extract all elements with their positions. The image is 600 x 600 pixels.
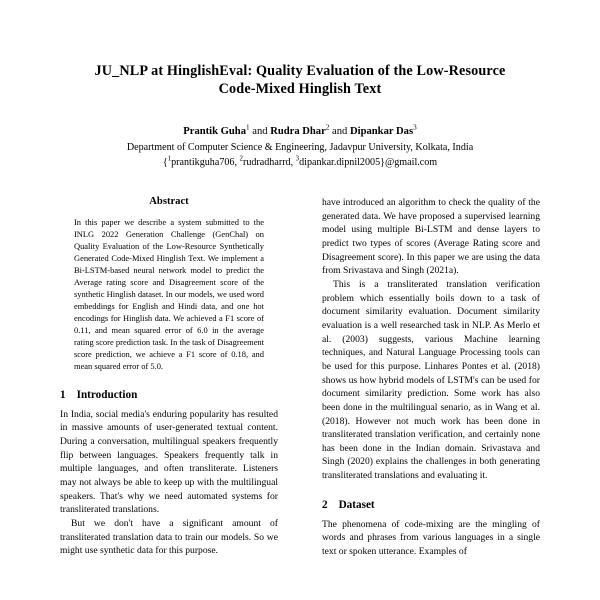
body-columns (0, 196, 600, 600)
author-1-affiliation-marker: 1 (246, 123, 250, 132)
title-block (0, 0, 600, 171)
paper-title-line-1: JU_NLP at HinglishEval: Quality Evaluation of the Low-Resource (94, 63, 506, 79)
section-number-2: 2 (322, 498, 328, 511)
section-title-1: Introduction (76, 388, 138, 401)
author-3-name: Dipankar Das (350, 126, 414, 138)
author-conjunction-1: and (249, 126, 271, 138)
page-title (60, 62, 540, 98)
section-heading-dataset (322, 499, 540, 511)
related-work-paragraph-2: This is a transliterated translation verification problem which essentially boils down to a task of document similarity evaluation. Document similarity evaluation is a well researched task in NLP. As Merlo et al. (2003) suggests, various Machine learning techniques, and Natural Language Processing tools can be used for this purpose. Linhares Pontes et al. (2018) shows us how hybrid models of LSTM's can be used for document similarity prediction. Some work has also been done in the multilingual senario, as in Wang et al. (2018). However not much work has been done in transliterated translation verification, and certainly none has been done in the Indian domain. Srivastava and Singh (2020) explains the challenges in both generating transliterated translations and evaluating it. (322, 278, 540, 482)
email-user-1: prantikguha706, (171, 156, 240, 168)
email-marker-3: 3 (295, 155, 300, 163)
introduction-paragraph-1: In India, social media's enduring popularity has resulted in massive amounts of user-generated textual content. During a conversation, multilingual speakers frequently flip between languages. Speakers frequently talk in multiple languages, and often transliterate. Listeners may not always be able to keep up with the multilingual speakers. That's why we need automated systems for transliterated translations. (60, 408, 278, 516)
author-2-affiliation-marker: 2 (325, 123, 330, 132)
related-work-paragraph-1: have introduced an algorithm to check the quality of the generated data. We have proposed a supervised learning model using multiple Bi-LSTM and dense layers to predict two types of scores (Average Rating score and Disagreement score). In this paper we are using the data from Srivastava and Singh (2021a). (322, 197, 540, 277)
author-names (60, 125, 540, 139)
section-number-1: 1 (60, 388, 66, 401)
paper-title-line-2: Code-Mixed Hinglish Text (218, 81, 382, 98)
email-marker-1: 1 (167, 155, 172, 163)
right-column (322, 196, 540, 600)
introduction-paragraph-2: But we don't have a significant amount of transliterated translation data to train our models. So we might use synthetic data for this purpose. (60, 518, 278, 557)
dataset-paragraph-1: The phenomena of code-mixing are the mingling of words and phrases from various languages in a single text or spoken utterance. Examples of (322, 518, 540, 558)
left-column (60, 196, 278, 600)
abstract-heading: Abstract (149, 196, 189, 207)
email-open-brace: { (162, 156, 168, 168)
abstract-section (74, 196, 264, 373)
email-line (60, 156, 540, 171)
abstract-body: In this paper we describe a system submitted to the INLG 2022 Generation Challenge (GenChal) on Quality Evaluation of the Low-Resource Synthetically Generated Code-Mixed Hinglish Text. We implement a Bi-LSTM-based neural network model to predict the Average rating score and Disagreement score of the synthetic Hinglish dataset. In our models, we used word embeddings for English and Hindi data, and one hot encodings for Hinglish data. We achieved a F1 score of 0.11, and mean squared error of 6.0 in the average rating score prediction task. In the task of Disagreement score prediction, we achieve a F1 score of 0.18, and mean squared error of 5.0. (74, 217, 264, 371)
email-domain: }@gmail.com (380, 156, 438, 168)
email-marker-2: 2 (239, 155, 243, 163)
email-user-2: rudradharrd, (242, 156, 296, 168)
author-1-name: Prantik Guha (183, 126, 246, 138)
authors-block (60, 125, 540, 170)
section-heading-introduction (60, 389, 278, 401)
author-3-affiliation-marker: 3 (413, 123, 417, 132)
email-user-3: dipankar.dipnil2005 (299, 156, 381, 168)
section-title-2: Dataset (338, 498, 375, 511)
affiliation-line: Department of Computer Science & Engineering, Jadavpur University, Kolkata, India (126, 142, 474, 154)
author-2-name: Rudra Dhar (270, 126, 326, 138)
author-conjunction-2: and (329, 126, 350, 138)
